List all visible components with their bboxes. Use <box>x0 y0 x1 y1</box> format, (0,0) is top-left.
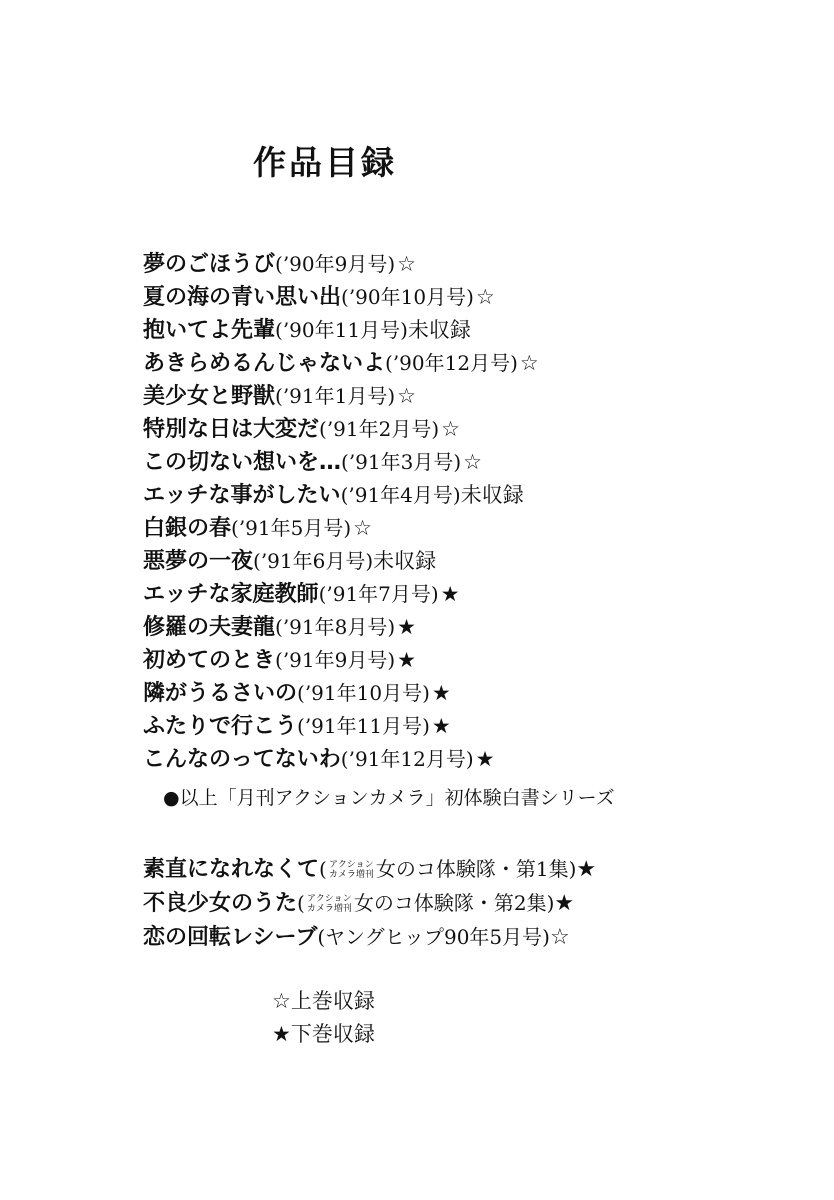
legend <box>272 985 375 1051</box>
list-item <box>143 248 539 281</box>
list-item <box>143 314 539 347</box>
list-item <box>143 446 539 479</box>
issue-date: (’91年6月号) <box>253 549 374 573</box>
work-title: 初めてのとき <box>143 648 276 673</box>
work-title: 抱いてよ先輩 <box>143 318 276 343</box>
legend-item: ★下巻収録 <box>272 1022 375 1046</box>
list-item <box>143 852 596 886</box>
issue-date: (’91年2月号) <box>319 417 440 441</box>
list-item <box>143 479 539 512</box>
volume-mark: ★ <box>431 714 451 738</box>
issue-date: (’91年7月号) <box>318 582 439 606</box>
series-note: ●以上「月刊アクションカメラ」初体験白書シリーズ <box>163 787 615 809</box>
close-paren: ) <box>542 925 550 949</box>
issue-date: (’90年10月号) <box>341 285 474 309</box>
publication: 女のコ体験隊・第1集 <box>375 857 569 881</box>
issue-date: (’90年12月号) <box>385 351 518 375</box>
list-item <box>143 578 539 611</box>
volume-mark: ☆ <box>519 351 539 375</box>
work-title: 夢のごほうび <box>143 252 276 277</box>
work-title: 不良少女のうた <box>143 891 298 916</box>
work-title: 特別な日は大変だ <box>143 417 320 442</box>
open-paren: ( <box>317 925 326 949</box>
issue-date: (’91年5月号) <box>231 516 352 540</box>
volume-mark: ★ <box>440 582 460 606</box>
work-title: 白銀の春 <box>143 516 232 541</box>
work-title: 修羅の夫妻龍 <box>143 615 276 640</box>
list-item <box>143 677 539 710</box>
volume-mark: ☆ <box>463 450 482 474</box>
volume-mark: ★ <box>554 891 575 916</box>
volume-mark: ★ <box>397 615 416 639</box>
issue-date: (’91年3月号) <box>341 450 462 474</box>
volume-mark: ☆ <box>549 925 570 950</box>
work-title: この切ない想いを… <box>143 450 342 475</box>
volume-mark: ★ <box>397 648 416 672</box>
work-title: こんなのってないわ <box>143 747 341 772</box>
magazine-label-top: アクション <box>329 860 374 870</box>
open-paren: ( <box>297 891 305 915</box>
work-title: エッチな家庭教師 <box>143 582 319 607</box>
list-item <box>143 743 539 776</box>
publication: 女のコ体験隊・第2集 <box>353 891 547 915</box>
list-item <box>143 512 539 545</box>
list-item <box>143 347 539 380</box>
works-list <box>143 248 539 776</box>
list-item <box>143 281 539 314</box>
volume-mark: ★ <box>431 681 451 705</box>
work-title: ふたりで行こう <box>143 714 298 739</box>
list-item <box>143 710 539 743</box>
issue-date: (’91年4月号) <box>340 483 461 507</box>
issue-date: (’91年9月号) <box>275 648 396 672</box>
list-item <box>143 920 596 954</box>
issue-date: (’91年11月号) <box>297 714 430 738</box>
work-title: エッチな事がしたい <box>143 483 341 508</box>
collection-status: 未収録 <box>373 549 437 573</box>
list-item <box>143 545 539 578</box>
issue-date: (’90年11月号) <box>275 318 408 342</box>
magazine-label-bottom: カメラ増刊 <box>328 870 374 880</box>
list-item <box>143 380 539 413</box>
issue-date: (’91年12月号) <box>340 747 474 771</box>
work-title: あきらめるんじゃないよ <box>143 351 386 376</box>
collection-status: 未収録 <box>460 483 524 507</box>
volume-mark: ☆ <box>475 285 495 309</box>
work-title: 隣がうるさいの <box>143 681 298 706</box>
publication: ヤングヒップ90年5月号 <box>325 925 543 949</box>
work-title: 美少女と野獣 <box>143 384 276 409</box>
volume-mark: ☆ <box>397 384 416 408</box>
work-title: 悪夢の一夜 <box>143 549 254 574</box>
work-title: 素直になれなくて <box>143 857 320 882</box>
close-paren: ) <box>568 857 577 881</box>
volume-mark: ☆ <box>441 417 460 441</box>
legend-item: ☆上巻収録 <box>272 989 375 1013</box>
volume-mark: ☆ <box>397 252 416 276</box>
work-title: 夏の海の青い思い出 <box>143 285 342 310</box>
collection-status: 未収録 <box>407 318 471 342</box>
extra-works-list <box>143 852 596 954</box>
issue-date: (’90年9月号) <box>275 252 396 276</box>
volume-mark: ☆ <box>353 516 372 540</box>
page-title: 作品目録 <box>253 143 397 182</box>
volume-mark: ★ <box>576 857 597 882</box>
open-paren: ( <box>319 857 327 881</box>
magazine-label-top: アクション <box>307 894 352 904</box>
magazine-label <box>329 860 374 880</box>
magazine-label-bottom: カメラ増刊 <box>306 904 352 914</box>
volume-mark: ★ <box>475 747 495 771</box>
list-item <box>143 886 596 920</box>
list-item <box>143 413 539 446</box>
close-paren: ) <box>546 891 555 915</box>
work-title: 恋の回転レシーブ <box>143 925 318 950</box>
issue-date: (’91年1月号) <box>275 384 396 408</box>
issue-date: (’91年8月号) <box>275 615 396 639</box>
magazine-label <box>307 894 352 914</box>
issue-date: (’91年10月号) <box>297 681 430 705</box>
list-item <box>143 644 539 677</box>
list-item <box>143 611 539 644</box>
